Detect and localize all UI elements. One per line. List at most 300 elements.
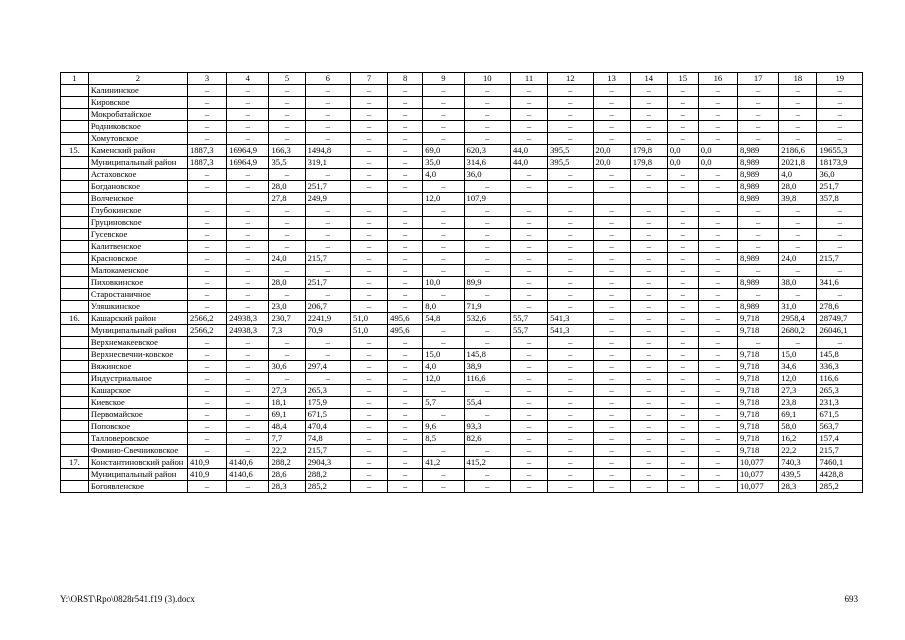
table-cell: 31,0 — [779, 301, 817, 313]
table-cell: – — [227, 349, 269, 361]
row-name: Фомино-Свечниковское — [88, 445, 187, 457]
table-cell: – — [227, 205, 269, 217]
table-cell: – — [593, 133, 630, 145]
table-cell: – — [593, 217, 630, 229]
table-cell: – — [423, 109, 464, 121]
table-cell: – — [269, 85, 305, 97]
row-name: Первомайское — [88, 409, 187, 421]
table-cell: – — [548, 301, 593, 313]
table-cell: 20,0 — [593, 145, 630, 157]
table-cell: 740,3 — [779, 457, 817, 469]
table-cell: – — [351, 241, 388, 253]
table-cell: 48,4 — [269, 421, 305, 433]
table-cell: – — [548, 385, 593, 397]
row-number — [61, 169, 89, 181]
table-header-row — [61, 73, 863, 85]
table-cell: – — [779, 85, 817, 97]
row-number — [61, 325, 89, 337]
table-cell: – — [227, 289, 269, 301]
table-cell: – — [667, 241, 698, 253]
table-cell: – — [817, 229, 863, 241]
table-cell: 41,2 — [423, 457, 464, 469]
table-cell: 74,8 — [305, 433, 350, 445]
table-cell: 107,9 — [464, 193, 510, 205]
table-cell: – — [464, 85, 510, 97]
table-cell: – — [423, 481, 464, 493]
table-row — [61, 277, 863, 289]
table-cell: – — [698, 217, 737, 229]
table-cell: – — [667, 169, 698, 181]
table-cell: – — [593, 253, 630, 265]
table-cell: – — [510, 109, 547, 121]
column-header: 6 — [305, 73, 350, 85]
table-cell: – — [388, 409, 423, 421]
table-cell: – — [227, 397, 269, 409]
table-cell: – — [464, 409, 510, 421]
table-cell: 285,2 — [305, 481, 350, 493]
table-cell: – — [351, 205, 388, 217]
table-cell: – — [351, 421, 388, 433]
table-cell: – — [464, 481, 510, 493]
table-cell: – — [510, 97, 547, 109]
table-cell: 8,989 — [738, 277, 779, 289]
row-number: 15. — [61, 145, 89, 157]
table-cell: 0,0 — [667, 157, 698, 169]
table-cell: – — [227, 361, 269, 373]
table-cell: – — [388, 361, 423, 373]
table-cell: – — [667, 421, 698, 433]
table-cell: – — [351, 301, 388, 313]
table-cell: – — [227, 181, 269, 193]
table-cell: – — [548, 121, 593, 133]
table-cell: – — [593, 205, 630, 217]
table-cell: – — [593, 337, 630, 349]
table-cell: – — [667, 325, 698, 337]
table-cell: – — [630, 397, 667, 409]
table-row — [61, 385, 863, 397]
table-cell: – — [305, 205, 350, 217]
table-cell: – — [464, 253, 510, 265]
table-cell: – — [510, 373, 547, 385]
table-cell: 16,2 — [779, 433, 817, 445]
table-cell: 23,8 — [779, 397, 817, 409]
table-cell: 541,3 — [548, 325, 593, 337]
table-cell: – — [698, 361, 737, 373]
row-number — [61, 181, 89, 193]
table-cell: – — [269, 169, 305, 181]
table-cell: – — [510, 85, 547, 97]
table-cell: – — [667, 205, 698, 217]
table-cell: – — [388, 289, 423, 301]
table-cell: – — [630, 361, 667, 373]
table-cell: – — [187, 385, 226, 397]
table-cell: – — [548, 133, 593, 145]
table-cell: – — [667, 361, 698, 373]
table-cell: – — [667, 121, 698, 133]
table-cell: – — [464, 133, 510, 145]
column-header: 16 — [698, 73, 737, 85]
table-cell: – — [510, 133, 547, 145]
table-cell: – — [698, 289, 737, 301]
table-cell: – — [510, 361, 547, 373]
table-cell: – — [698, 229, 737, 241]
table-cell: – — [351, 97, 388, 109]
table-cell: – — [187, 421, 226, 433]
table-cell: – — [667, 445, 698, 457]
row-number — [61, 121, 89, 133]
table-cell: – — [630, 457, 667, 469]
table-cell: 8,989 — [738, 169, 779, 181]
table-cell: – — [187, 133, 226, 145]
table-cell: 8,989 — [738, 301, 779, 313]
table-cell: 215,7 — [817, 445, 863, 457]
table-cell: 55,4 — [464, 397, 510, 409]
table-cell: – — [593, 385, 630, 397]
row-number — [61, 373, 89, 385]
row-number — [61, 193, 89, 205]
row-name: Хомутовское — [88, 133, 187, 145]
table-cell: – — [738, 205, 779, 217]
table-cell: 265,3 — [305, 385, 350, 397]
table-cell: – — [817, 241, 863, 253]
table-row — [61, 241, 863, 253]
table-cell: – — [548, 265, 593, 277]
table-cell: – — [351, 85, 388, 97]
table-cell: 145,8 — [817, 349, 863, 361]
table-cell: – — [817, 85, 863, 97]
table-cell: – — [593, 325, 630, 337]
column-header: 14 — [630, 73, 667, 85]
table-cell: 9,718 — [738, 409, 779, 421]
table-cell: – — [351, 445, 388, 457]
table-cell: – — [667, 265, 698, 277]
table-cell: – — [698, 133, 737, 145]
table-cell: – — [388, 337, 423, 349]
row-number — [61, 481, 89, 493]
table-cell: – — [593, 469, 630, 481]
table-cell: – — [351, 217, 388, 229]
table-cell: – — [227, 265, 269, 277]
table-cell: – — [464, 289, 510, 301]
table-cell: – — [698, 349, 737, 361]
table-cell: – — [548, 229, 593, 241]
table-cell: – — [227, 385, 269, 397]
table-cell: – — [698, 421, 737, 433]
table-cell: – — [667, 373, 698, 385]
table-cell: – — [593, 349, 630, 361]
table-cell: 116,6 — [817, 373, 863, 385]
table-row — [61, 397, 863, 409]
table-cell: – — [305, 229, 350, 241]
table-cell: 26046,1 — [817, 325, 863, 337]
table-cell: 2186,6 — [779, 145, 817, 157]
table-cell: – — [738, 85, 779, 97]
table-cell: – — [305, 349, 350, 361]
table-cell: – — [548, 421, 593, 433]
table-cell: 116,6 — [464, 373, 510, 385]
table-cell: 563,7 — [817, 421, 863, 433]
table-cell: – — [423, 217, 464, 229]
table-cell: 2241,9 — [305, 313, 350, 325]
table-cell: – — [593, 409, 630, 421]
table-cell: – — [593, 265, 630, 277]
table-cell: – — [593, 301, 630, 313]
table-cell: 2680,2 — [779, 325, 817, 337]
table-cell: 439,5 — [779, 469, 817, 481]
table-cell: – — [510, 301, 547, 313]
table-cell: 231,3 — [817, 397, 863, 409]
table-cell: 251,7 — [305, 277, 350, 289]
table-cell: – — [510, 349, 547, 361]
row-name: Кировское — [88, 97, 187, 109]
table-cell: 278,6 — [817, 301, 863, 313]
table-cell: 16964,9 — [227, 157, 269, 169]
table-cell: 4,0 — [423, 169, 464, 181]
footer-page-number: 693 — [844, 594, 858, 604]
table-cell: – — [388, 97, 423, 109]
table-cell — [388, 193, 423, 205]
table-cell: – — [548, 217, 593, 229]
table-cell: – — [630, 181, 667, 193]
table-cell: – — [187, 397, 226, 409]
row-name: Гусевское — [88, 229, 187, 241]
table-cell: 69,0 — [423, 145, 464, 157]
table-cell: – — [779, 217, 817, 229]
table-cell: – — [817, 121, 863, 133]
table-cell: 44,0 — [510, 145, 547, 157]
table-cell: – — [779, 265, 817, 277]
table-cell: – — [817, 265, 863, 277]
table-cell: – — [630, 109, 667, 121]
table-cell: 5,7 — [423, 397, 464, 409]
table-cell: – — [630, 445, 667, 457]
table-cell: – — [817, 97, 863, 109]
table-cell: – — [510, 337, 547, 349]
table-cell: – — [593, 433, 630, 445]
table-cell: – — [464, 217, 510, 229]
table-cell: 4,0 — [423, 361, 464, 373]
table-cell: – — [388, 217, 423, 229]
table-cell: 1494,8 — [305, 145, 350, 157]
table-cell: 671,5 — [305, 409, 350, 421]
table-cell: – — [269, 133, 305, 145]
column-header: 12 — [548, 73, 593, 85]
table-cell: 157,4 — [817, 433, 863, 445]
table-cell: – — [817, 217, 863, 229]
table-cell: 24,0 — [779, 253, 817, 265]
table-cell: – — [667, 133, 698, 145]
table-cell: – — [305, 217, 350, 229]
table-cell: – — [227, 337, 269, 349]
table-cell: 58,0 — [779, 421, 817, 433]
table-cell: – — [548, 409, 593, 421]
table-cell: – — [698, 433, 737, 445]
table-cell: – — [630, 373, 667, 385]
table-cell: – — [423, 133, 464, 145]
table-cell: – — [667, 337, 698, 349]
row-name: Верхнесвечни-ковское — [88, 349, 187, 361]
table-cell: 8,989 — [738, 253, 779, 265]
table-cell: 9,718 — [738, 349, 779, 361]
table-cell: 215,7 — [305, 253, 350, 265]
table-row — [61, 193, 863, 205]
table-cell: – — [593, 481, 630, 493]
table-cell: – — [423, 385, 464, 397]
table-cell: – — [510, 265, 547, 277]
row-name: Старостаничное — [88, 289, 187, 301]
table-cell: – — [464, 109, 510, 121]
table-cell: – — [548, 445, 593, 457]
row-number — [61, 217, 89, 229]
row-name: Индустриальное — [88, 373, 187, 385]
table-cell: – — [698, 313, 737, 325]
table-cell: – — [423, 469, 464, 481]
table-row — [61, 325, 863, 337]
table-cell: – — [667, 481, 698, 493]
table-cell: 215,7 — [817, 253, 863, 265]
table-cell: – — [227, 421, 269, 433]
row-number — [61, 85, 89, 97]
row-name: Пиховкинское — [88, 277, 187, 289]
table-cell: 9,718 — [738, 421, 779, 433]
table-cell: – — [548, 85, 593, 97]
table-cell: – — [698, 181, 737, 193]
table-cell: – — [593, 109, 630, 121]
table-cell: 249,9 — [305, 193, 350, 205]
table-cell: – — [738, 97, 779, 109]
row-name: Муниципальный район — [88, 157, 187, 169]
table-row — [61, 313, 863, 325]
table-cell: – — [738, 265, 779, 277]
table-cell: – — [548, 457, 593, 469]
table-cell: 44,0 — [510, 157, 547, 169]
table-cell — [351, 193, 388, 205]
table-cell: 54,8 — [423, 313, 464, 325]
table-cell: – — [227, 109, 269, 121]
table-row — [61, 433, 863, 445]
table-cell: – — [351, 145, 388, 157]
table-cell: 0,0 — [698, 157, 737, 169]
table-cell: 22,2 — [269, 445, 305, 457]
table-cell: – — [388, 421, 423, 433]
column-header: 2 — [88, 73, 187, 85]
table-cell: – — [351, 109, 388, 121]
table-cell: – — [388, 145, 423, 157]
table-cell: – — [187, 97, 226, 109]
table-cell: – — [817, 109, 863, 121]
table-cell: 0,0 — [667, 145, 698, 157]
table-cell: – — [423, 181, 464, 193]
table-cell: – — [351, 349, 388, 361]
table-cell: – — [351, 289, 388, 301]
table-cell: – — [187, 277, 226, 289]
table-cell: – — [187, 253, 226, 265]
table-cell — [187, 193, 226, 205]
table-cell: – — [593, 277, 630, 289]
table-cell: – — [227, 121, 269, 133]
row-name: Богоявленское — [88, 481, 187, 493]
table-cell: 285,2 — [817, 481, 863, 493]
table-cell: – — [593, 445, 630, 457]
table-cell: 410,9 — [187, 469, 226, 481]
table-cell: – — [817, 337, 863, 349]
table-cell: – — [510, 289, 547, 301]
table-cell: – — [510, 217, 547, 229]
table-cell: 69,1 — [779, 409, 817, 421]
table-cell: 15,0 — [779, 349, 817, 361]
table-cell: – — [423, 97, 464, 109]
table-cell: – — [510, 205, 547, 217]
table-cell: – — [548, 205, 593, 217]
table-row — [61, 457, 863, 469]
table-cell: – — [630, 385, 667, 397]
table-cell: 166,3 — [269, 145, 305, 157]
table-cell: – — [510, 181, 547, 193]
table-cell: – — [351, 397, 388, 409]
column-header: 3 — [187, 73, 226, 85]
table-cell: 28,0 — [779, 181, 817, 193]
table-row — [61, 361, 863, 373]
table-cell: – — [698, 481, 737, 493]
column-header: 19 — [817, 73, 863, 85]
table-cell: – — [667, 181, 698, 193]
table-cell: 357,8 — [817, 193, 863, 205]
table-row — [61, 253, 863, 265]
table-row — [61, 109, 863, 121]
table-cell: – — [187, 121, 226, 133]
table-cell: 36,0 — [464, 169, 510, 181]
table-cell: – — [548, 169, 593, 181]
table-cell: – — [510, 169, 547, 181]
table-cell: 8,989 — [738, 157, 779, 169]
table-cell: – — [351, 181, 388, 193]
table-cell: – — [388, 457, 423, 469]
table-cell: – — [738, 229, 779, 241]
table-cell: – — [351, 121, 388, 133]
table-cell: – — [698, 169, 737, 181]
table-cell: – — [388, 481, 423, 493]
row-name: Малокаменское — [88, 265, 187, 277]
table-row — [61, 481, 863, 493]
table-cell: – — [351, 277, 388, 289]
table-cell: – — [698, 109, 737, 121]
table-cell: – — [548, 241, 593, 253]
table-cell: – — [698, 241, 737, 253]
table-cell: – — [269, 337, 305, 349]
table-cell: 36,0 — [817, 169, 863, 181]
row-number — [61, 241, 89, 253]
table-cell: 1887,3 — [187, 157, 226, 169]
table-row — [61, 301, 863, 313]
table-cell: – — [779, 205, 817, 217]
row-number — [61, 205, 89, 217]
table-cell: – — [464, 325, 510, 337]
table-cell: – — [593, 121, 630, 133]
table-cell: – — [548, 361, 593, 373]
table-cell: – — [187, 337, 226, 349]
table-cell: 38,9 — [464, 361, 510, 373]
table-cell: – — [667, 217, 698, 229]
row-number — [61, 301, 89, 313]
table-cell: 28,3 — [779, 481, 817, 493]
table-cell: 38,0 — [779, 277, 817, 289]
table-row — [61, 337, 863, 349]
table-cell: – — [779, 229, 817, 241]
table-cell: 9,718 — [738, 397, 779, 409]
table-cell: – — [593, 457, 630, 469]
row-name: Кашарский район — [88, 313, 187, 325]
table-cell: – — [593, 313, 630, 325]
